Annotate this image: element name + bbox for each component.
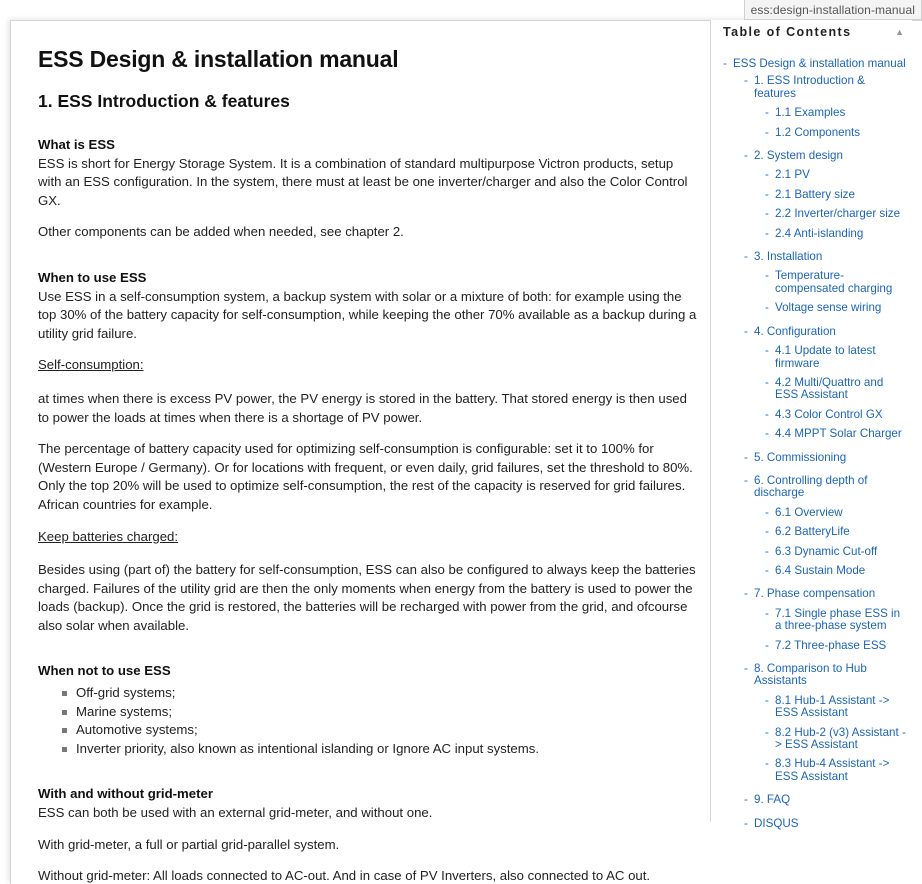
toc-subsection-item [765,107,906,119]
heading-grid-meter: With and without grid-meter [38,786,213,802]
article-content [38,44,698,884]
list-item: Marine systems; [58,703,698,722]
toc-sublink[interactable]: 4.3 Color Control GX [775,407,883,421]
toc-section-item [744,588,906,652]
toc-section-item [744,452,906,464]
toc-subsection-list [765,345,906,440]
toc-sublink[interactable]: 8.2 Hub-2 (v3) Assistant -> ESS Assistant [775,725,906,752]
toc-link[interactable]: 4. Configuration [754,324,836,338]
toc-sublink[interactable]: 7.1 Single phase ESS in a three-phase system [775,606,901,633]
toc-subsection-item [765,695,906,720]
toc-sublink[interactable]: 7.2 Three-phase ESS [775,638,887,652]
toc-subsection-item [765,302,906,314]
toc-title [723,20,906,44]
heading-when-not: When not to use ESS [38,663,171,679]
toc-link[interactable]: 1. ESS Introduction & features [754,74,865,100]
toc-subsection-list [765,270,906,314]
section-heading-intro: 1. ESS Introduction & features [38,91,290,111]
toc-subsection-item [765,228,906,240]
collapse-toggle-icon[interactable]: ▲ [895,27,904,37]
toc-section-item [744,150,906,240]
paragraph: Besides using (part of) the battery for self-consumption, ESS can also be configured to always keep the batteries charged. Failures of the utility grid are then the only moments when energy from the battery is used to power the loads (backup). Once the grid is restored, the batteries will be recharged with power from the grid, and ofcourse also solar when available. [38,562,696,633]
toc-subsection-item [765,428,906,440]
page-id-label: ess:design-installation-manual [744,0,922,20]
heading-when-to-use: When to use ESS [38,269,147,285]
page-title: ESS Design & installation manual [38,46,399,72]
toc-subsection-item [765,546,906,558]
toc-sublink[interactable]: 1.2 Components [775,125,861,139]
toc-subsection-list [765,695,906,783]
toc-link[interactable]: 6. Controlling depth of discharge [754,473,868,500]
paragraph: ESS is short for Energy Storage System. It is a combination of standard multipurpose Victron products, setup with an ESS configuration. In the system, there must at least be one inverter/charger and also the Color Control GX. [38,155,688,208]
paragraph: The percentage of battery capacity used for optimizing self-consumption is configurable: set it to 100% for (Western Europe / Germany). Or for locations with frequent, or even daily, grid failures, set the threshold to 80%. Only the top 20% will be used to optimize self-consumption, the rest of the capacity is reserved for grid failures. African countries for example. [38,441,693,512]
toc-sublink[interactable]: 2.1 PV [775,168,810,182]
toc-sublink[interactable]: 6.3 Dynamic Cut-off [775,544,878,558]
paragraph: Other components can be added when needed, see chapter 2. [38,224,404,240]
toc-sublink[interactable]: Voltage sense wiring [775,301,882,315]
toc-sublink[interactable]: 2.1 Battery size [775,187,855,201]
toc-sublink[interactable]: 4.1 Update to latest firmware [775,344,876,370]
list-item: Off-grid systems; [58,684,698,703]
paragraph: at times when there is excess PV power, the PV energy is stored in the battery. That stored energy is then used to power the loads at times when there is a shortage of PV power. [38,390,687,425]
toc-subsection-item [765,345,906,370]
toc-link[interactable]: 2. System design [754,149,843,163]
heading-what-is-ess: What is ESS [38,137,115,152]
toc-section-item [744,75,906,139]
toc-link[interactable]: 8. Comparison to Hub Assistants [754,662,867,688]
toc-subsection-item [765,189,906,201]
toc-link[interactable]: 3. Installation [754,250,823,264]
toc-subsection-item [765,208,906,220]
toc-link[interactable]: 7. Phase compensation [754,587,876,601]
toc-subsection-item [765,565,906,577]
toc-link[interactable]: 9. FAQ [754,793,791,807]
toc-sublink[interactable]: 6.1 Overview [775,505,843,519]
toc-subsection-list [765,169,906,240]
toc-sublink[interactable]: 8.1 Hub-1 Assistant -> ESS Assistant [775,693,890,720]
list-item: Automotive systems; [58,721,698,740]
toc-subsection-item [765,526,906,538]
toc-sublink[interactable]: 1.1 Examples [775,106,846,120]
paragraph: With grid-meter, a full or partial grid-parallel system. [38,836,340,852]
toc-section-item [744,251,906,315]
toc-section-item [744,326,906,441]
toc-link[interactable]: DISQUS [754,816,799,830]
toc-sections [744,75,906,830]
toc-subsection-item [765,727,906,752]
toc-subsection-list [765,107,906,139]
toc-link-root[interactable]: ESS Design & installation manual [733,57,906,70]
list-item: Inverter priority, also known as intentional islanding or Ignore AC input systems. [58,740,698,759]
toc-subsection-item [765,640,906,652]
toc-subsection-item [765,169,906,181]
toc-sublink[interactable]: 4.4 MPPT Solar Charger [775,427,902,441]
paragraph: ESS can both be used with an external grid-meter, and without one. [38,805,433,821]
toc-sublink[interactable]: 8.3 Hub-4 Assistant -> ESS Assistant [775,757,890,783]
toc-section-item [744,663,906,783]
toc-sublink[interactable]: 4.2 Multi/Quattro and ESS Assistant [775,375,884,402]
toc-title-text: Table of Contents [723,25,852,39]
label-self-consumption: Self-consumption: [38,357,144,373]
toc-subsection-list [765,608,906,652]
toc-subsection-item [765,507,906,519]
toc-sublink[interactable]: 6.2 BatteryLife [775,525,850,539]
toc-link[interactable]: 5. Commissioning [754,450,847,464]
toc-section-item [744,794,906,806]
toc-subsection-item [765,608,906,633]
toc-section-item [744,475,906,577]
toc-sublink[interactable]: 6.4 Sustain Mode [775,563,866,577]
toc-subsection-item [765,127,906,139]
paragraph: Use ESS in a self-consumption system, a backup system with solar or a mixture of both: for example using the top 30% of the battery capacity for self-consumption, while keeping the other 70% available as a backup during a utility grid failure. [38,288,697,341]
toc-subsection-item [765,377,906,402]
paragraph: Without grid-meter: All loads connected to AC-out. And in case of PV Inverters, also connected to AC out. [38,868,651,884]
toc-subsection-item [765,409,906,421]
label-keep-charged: Keep batteries charged: [38,528,179,544]
toc-subsection-item [765,270,906,295]
toc-subsection-item [765,758,906,783]
table-of-contents [710,20,912,830]
toc-sublink[interactable]: 2.2 Inverter/charger size [775,207,901,221]
toc-sublink[interactable]: 2.4 Anti-islanding [775,226,864,240]
toc-root-item [723,58,906,830]
toc-sublink[interactable]: Temperature-compensated charging [775,269,893,295]
toc-subsection-list [765,507,906,578]
bullet-list [58,684,698,758]
toc-root-list [723,58,906,830]
toc-section-item [744,818,906,830]
